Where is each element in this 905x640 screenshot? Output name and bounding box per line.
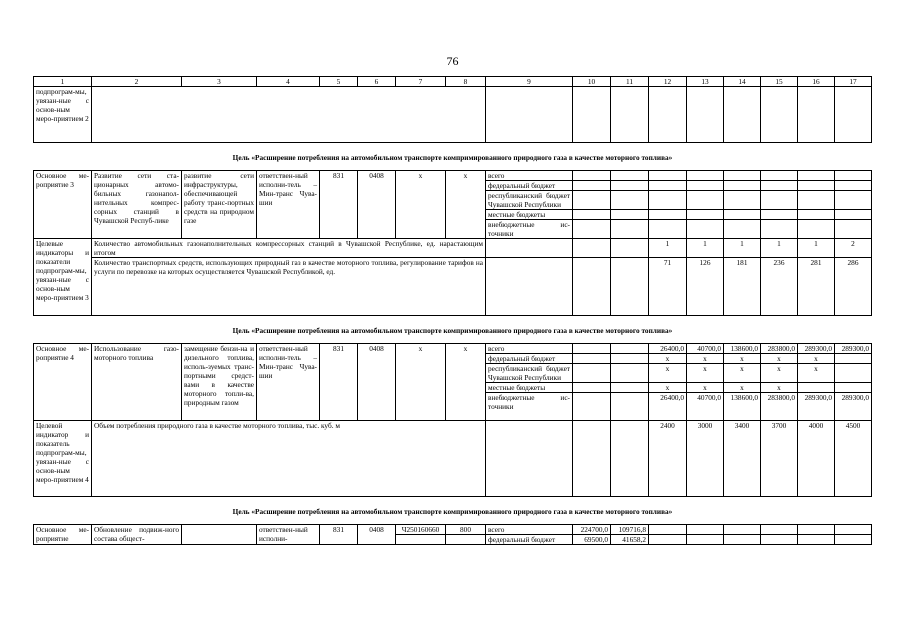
funding-source: всего (486, 525, 573, 535)
indicator-value: 1 (649, 239, 687, 258)
indicator-value: 1 (724, 239, 761, 258)
grbs-code: 831 (320, 344, 358, 421)
header-cell: 1 (34, 77, 92, 87)
indicator-value: 2 (835, 239, 872, 258)
table-row (34, 421, 872, 497)
grbs-code: 831 (320, 525, 358, 545)
header-cell: 7 (396, 77, 446, 87)
amount-cell: 138600,0 (724, 344, 761, 354)
indicator-value: 4000 (798, 421, 835, 497)
amount-cell: x (761, 354, 798, 364)
amount-cell: x (687, 364, 724, 383)
indicator-value: 181 (724, 258, 761, 316)
header-cell: 11 (611, 77, 649, 87)
amount-cell: 289300,0 (798, 393, 835, 421)
header-cell: 15 (761, 77, 798, 87)
target-code: Ч250160660 (396, 525, 446, 535)
event-title: Основное ме-роприятие (34, 525, 92, 545)
header-cell: 8 (446, 77, 486, 87)
header-cell: 16 (798, 77, 835, 87)
funding-source: внебюджетные ис-точники (486, 393, 573, 421)
amount-cell: 69500,0 (573, 535, 611, 545)
amount-cell: 109716,8 (611, 525, 649, 535)
funding-source: внебюджетные ис-точники (486, 220, 573, 239)
indicator-value: 126 (687, 258, 724, 316)
amount-cell: x (761, 364, 798, 383)
event-executor: ответствен-ный исполни-тель – Мин-транс Чува-шии (257, 344, 320, 421)
indicator-text: Количество транспортных средств, использующих природный газ в качестве моторного топлива, регулирование тарифов на услуги по перевозке на которых осуществляется Чувашской Республикой, ед. (92, 258, 486, 316)
funding-source: федеральный бюджет (486, 535, 573, 545)
amount-cell: 40700,0 (687, 393, 724, 421)
header-cell: 2 (92, 77, 182, 87)
amount-cell: x (724, 364, 761, 383)
section-code: 0408 (358, 344, 396, 421)
indicator-value: 3700 (761, 421, 798, 497)
indicator-value: 2400 (649, 421, 687, 497)
indicator-value: 3000 (687, 421, 724, 497)
amount-cell (835, 354, 872, 364)
amount-cell: 224700,0 (573, 525, 611, 535)
event-executor: ответствен-ный исполни- (257, 525, 320, 545)
header-cell: 5 (320, 77, 358, 87)
table-row (34, 239, 872, 258)
header-cell: 6 (358, 77, 396, 87)
amount-cell: 41658,2 (611, 535, 649, 545)
table-row (34, 525, 872, 535)
header-cell: 12 (649, 77, 687, 87)
amount-cell: x (649, 354, 687, 364)
amount-cell: 138600,0 (724, 393, 761, 421)
goal-heading (34, 153, 872, 162)
indicator-value: 1 (761, 239, 798, 258)
header-row (34, 77, 872, 87)
indicator-value: 1 (687, 239, 724, 258)
indicator-value: 3400 (724, 421, 761, 497)
funding-source: республиканский бюджет Чувашской Республики (486, 191, 573, 210)
funding-source: местные бюджеты (486, 210, 573, 220)
amount-cell: 26400,0 (649, 344, 687, 354)
table-row (34, 87, 872, 143)
indicator-value: 4500 (835, 421, 872, 497)
section-code: 0408 (358, 171, 396, 239)
indicator-value: 236 (761, 258, 798, 316)
amount-cell: x (761, 383, 798, 393)
header-cell: 4 (257, 77, 320, 87)
amount-cell (835, 383, 872, 393)
header-cell: 13 (687, 77, 724, 87)
amount-cell: x (649, 383, 687, 393)
funding-source: федеральный бюджет (486, 181, 573, 191)
amount-cell: 283800,0 (761, 393, 798, 421)
event-name: Обновление подвиж-ного состава общест- (92, 525, 182, 545)
funding-source: местные бюджеты (486, 383, 573, 393)
header-cell: 14 (724, 77, 761, 87)
funding-source: республиканский бюджет Чувашской Республики (486, 364, 573, 383)
table-row (34, 344, 872, 354)
funding-source: всего (486, 171, 573, 181)
amount-cell: x (687, 383, 724, 393)
amount-cell: 26400,0 (649, 393, 687, 421)
amount-cell: x (687, 354, 724, 364)
event-goal: развитие сети инфраструктуры, обеспечивающей работу транс-портных средств на природном газе (182, 171, 257, 239)
amount-cell: x (724, 383, 761, 393)
amount-cell (835, 364, 872, 383)
indicator-text: Количество автомобильных газонаполнительных компрессорных станций в Чувашской Республике, ед. нарастающим итогом (92, 239, 486, 258)
amount-cell (798, 383, 835, 393)
amount-cell: 289300,0 (835, 344, 872, 354)
expense-code: 800 (446, 525, 486, 535)
table-row (34, 171, 872, 181)
target-code: x (396, 344, 446, 421)
event-title: Основное ме-роприятие 3 (34, 171, 92, 239)
amount-cell: 40700,0 (687, 344, 724, 354)
page-number: 76 (446, 54, 459, 68)
indicator-label: Целевые индикаторы и показатели подпрограм-мы, увязан-ные с основ-ным меро-приятием 3 (34, 239, 92, 316)
funding-source: всего (486, 344, 573, 354)
target-code: x (396, 171, 446, 239)
event-name: Использование газо-моторного топлива (92, 344, 182, 421)
table-row (34, 258, 872, 316)
indicator-value: 281 (798, 258, 835, 316)
goal-heading (34, 326, 872, 335)
amount-cell: x (649, 364, 687, 383)
amount-cell: x (798, 364, 835, 383)
indicator-value: 71 (649, 258, 687, 316)
goal-heading (34, 507, 872, 516)
indicator-value: 1 (798, 239, 835, 258)
budget-table (33, 76, 872, 545)
event-goal: замещение бензи-на и дизельного топлива, исполь-зуемых транс-портными средст-вами в качестве моторного топли-ва, природным газом (182, 344, 257, 421)
event-executor: ответствен-ный исполни-тель – Мин-транс Чува-шии (257, 171, 320, 239)
goal-text: Цель «Расширение потребления на автомобильном транспорте компримированного природного газа в качестве моторного топлива» (232, 507, 673, 516)
funding-source: федеральный бюджет (486, 354, 573, 364)
event-title: Основное ме-роприятие 4 (34, 344, 92, 421)
expense-code: x (446, 171, 486, 239)
grbs-code: 831 (320, 171, 358, 239)
indicator-value: 286 (835, 258, 872, 316)
header-cell: 3 (182, 77, 257, 87)
indicator-label: Целевой индикатор и показатель подпрограм-мы, увязан-ные с основ-ным меро-приятием 4 (34, 421, 92, 497)
row-label: подпрограм-мы, увязан-ные с основ-ным меро-приятием 2 (34, 87, 92, 143)
amount-cell: 289300,0 (798, 344, 835, 354)
amount-cell: 289300,0 (835, 393, 872, 421)
expense-code: x (446, 344, 486, 421)
amount-cell: 283800,0 (761, 344, 798, 354)
section-code: 0408 (358, 525, 396, 545)
goal-text: Цель «Расширение потребления на автомобильном транспорте компримированного природного газа в качестве моторного топлива» (232, 153, 673, 162)
event-name: Развитие сети ста-ционарных автомо-бильных газонапол-нительных компрес-сорных станций в Чувашской Респуб-лике (92, 171, 182, 239)
header-cell: 17 (835, 77, 872, 87)
amount-cell: x (724, 354, 761, 364)
goal-text: Цель «Расширение потребления на автомобильном транспорте компримированного природного газа в качестве моторного топлива» (232, 326, 673, 335)
indicator-text: Объем потребления природного газа в качестве моторного топлива, тыс. куб. м (92, 421, 486, 497)
header-cell: 9 (486, 77, 573, 87)
header-cell: 10 (573, 77, 611, 87)
amount-cell: x (798, 354, 835, 364)
